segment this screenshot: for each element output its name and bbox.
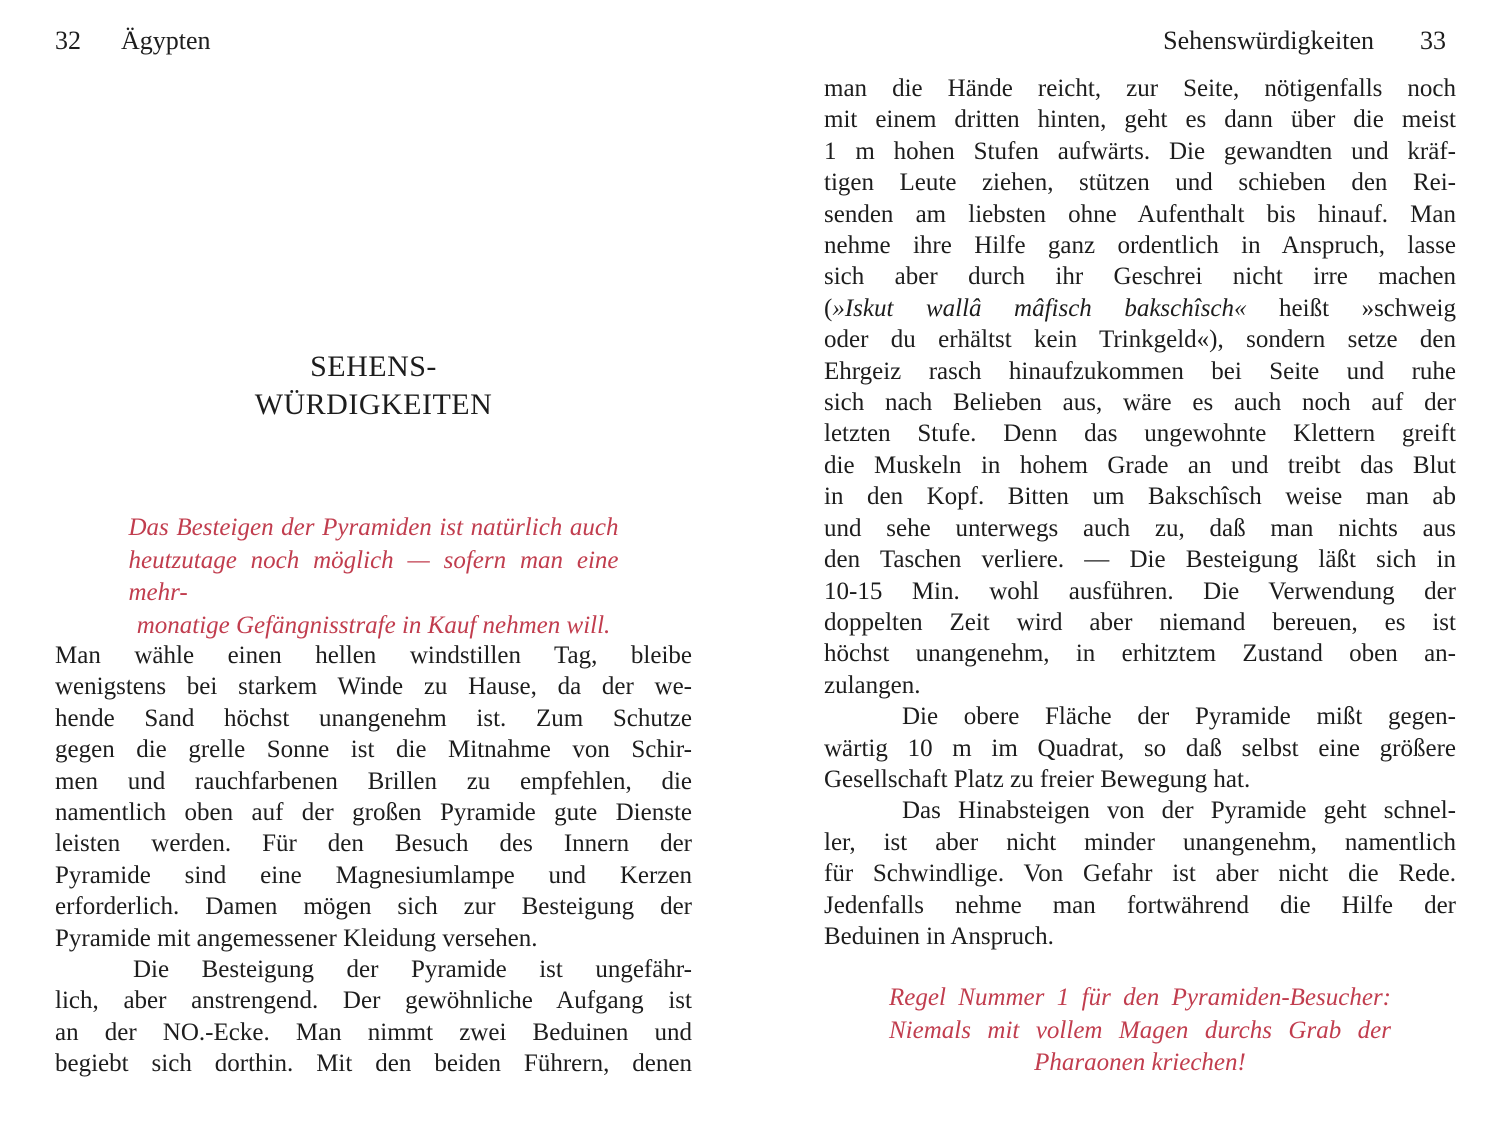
epigraph-line: Regel Nummer 1 für den Pyramiden-Besucher: [889, 984, 1391, 1011]
text-line: Man wähle einen hellen windstillen Tag, bleibe [55, 642, 692, 669]
paragraph [824, 73, 1456, 701]
chapter-heading-line: SEHENS- [310, 350, 437, 383]
text-line: men und rauchfarbenen Brillen zu empfehlen, die [55, 767, 692, 795]
text-line: Ehrgeiz rasch hinaufzukommen bei Seite und ruhe [824, 357, 1456, 385]
text-line-segment-italic: »Iskut wallâ mâfisch bakschîsch« [832, 294, 1247, 322]
epigraph-line: heutzutage noch möglich — sofern man eine mehr- [128, 546, 619, 606]
epigraph-line: monatige Gefängnisstrafe in Kauf nehmen will. [136, 611, 611, 639]
paragraph [55, 954, 692, 1080]
text-line: man die Hände reicht, zur Seite, nötigenfalls noch [824, 75, 1456, 102]
text-line: Jedenfalls nehme man fortwährend die Hilfe der [824, 891, 1456, 919]
text-line: Pyramide sind eine Magnesiumlampe und Kerzen [55, 861, 692, 889]
text-line: sich aber durch ihr Geschrei nicht irre machen [824, 263, 1456, 291]
text-line: und sehe unterwegs auch zu, daß man nichts aus [824, 514, 1456, 542]
text-line: den Taschen verliere. — Die Besteigung läßt sich in [824, 546, 1456, 574]
epigraph-line: Das Besteigen der Pyramiden ist natürlich auch [128, 514, 619, 541]
text-line: tigen Leute ziehen, stützen und schieben den Rei- [824, 169, 1456, 197]
paragraph [824, 701, 1456, 795]
text-line: erforderlich. Damen mögen sich zur Besteigung der [55, 893, 692, 921]
text-line: doppelten Zeit wird aber niemand bereuen, es ist [824, 608, 1456, 636]
running-head: Sehenswürdigkeiten [1163, 26, 1374, 55]
chapter-heading [55, 348, 692, 424]
epigraph-left [55, 512, 692, 642]
text-line: an der NO.-Ecke. Man nimmt zwei Beduinen und [55, 1018, 692, 1046]
epigraph-line: Niemals mit vollem Magen durchs Grab der [889, 1016, 1391, 1044]
epigraph-line: Pharaonen kriechen! [1034, 1049, 1246, 1076]
text-line [824, 293, 1456, 324]
text-line-segment: heißt »schweig [1246, 294, 1456, 322]
text-line: 10-15 Min. wohl ausführen. Die Verwendung der [824, 577, 1456, 605]
text-line: begiebt sich dorthin. Mit den beiden Führern, denen [55, 1050, 692, 1078]
body-text-left [55, 640, 692, 1080]
text-line: wärtig 10 m im Quadrat, so daß selbst eine größere [824, 734, 1456, 762]
text-line: mit einem dritten hinten, geht es dann über die meist [824, 106, 1456, 134]
text-line: sich nach Belieben aus, wäre es auch noch auf der [824, 389, 1456, 417]
text-line: ler, ist aber nicht minder unangenehm, namentlich [824, 828, 1456, 856]
text-line: Die obere Fläche der Pyramide mißt gegen- [902, 703, 1456, 731]
page-number: 32 [55, 26, 81, 55]
paragraph [824, 795, 1456, 952]
running-head: Ägypten [121, 26, 211, 55]
paragraph [55, 640, 692, 954]
text-line: Pyramide mit angemessener Kleidung versehen. [55, 924, 538, 952]
chapter-heading-line: WÜRDIGKEITEN [254, 388, 493, 421]
text-line: senden am liebsten ohne Aufenthalt bis hinauf. Man [824, 200, 1456, 228]
body-text-right [824, 73, 1456, 952]
book-page-left [55, 0, 692, 1121]
text-line: Beduinen in Anspruch. [824, 922, 1054, 950]
text-line: hende Sand höchst unangenehm ist. Zum Schutze [55, 704, 692, 732]
text-line: namentlich oben auf der großen Pyramide gute Dienste [55, 799, 692, 827]
page-number: 33 [1420, 26, 1446, 55]
book-page-right [824, 0, 1456, 1121]
text-line-segment: ( [824, 294, 833, 322]
text-line: letzten Stufe. Denn das ungewohnte Klettern greift [824, 420, 1456, 448]
running-header-left [55, 26, 692, 56]
epigraph-right [824, 982, 1456, 1080]
running-header-right [824, 26, 1456, 56]
text-line: die Muskeln in hohem Grade an und treibt das Blut [824, 451, 1456, 479]
text-line: gegen die grelle Sonne ist die Mitnahme von Schir- [55, 736, 692, 764]
text-line: leisten werden. Für den Besuch des Innern der [55, 830, 692, 858]
text-line: höchst unangenehm, in erhitztem Zustand oben an- [824, 640, 1456, 668]
text-line: Das Hinabsteigen von der Pyramide geht schnel- [902, 797, 1456, 825]
text-line: wenigstens bei starkem Winde zu Hause, da der we- [55, 673, 692, 701]
text-line: zulangen. [824, 671, 921, 699]
text-line: 1 m hohen Stufen aufwärts. Die gewandten und kräf- [824, 137, 1456, 165]
text-line: Gesellschaft Platz zu freier Bewegung hat. [824, 765, 1251, 793]
text-line: lich, aber anstrengend. Der gewöhnliche Aufgang ist [55, 987, 692, 1015]
text-line: nehme ihre Hilfe ganz ordentlich in Anspruch, lasse [824, 232, 1456, 260]
text-line: für Schwindlige. Von Gefahr ist aber nicht die Rede. [824, 860, 1456, 888]
text-line: in den Kopf. Bitten um Bakschîsch weise man ab [824, 483, 1456, 511]
text-line: Die Besteigung der Pyramide ist ungefähr- [133, 956, 692, 984]
text-line: oder du erhältst kein Trinkgeld«), sondern setze den [824, 326, 1456, 354]
